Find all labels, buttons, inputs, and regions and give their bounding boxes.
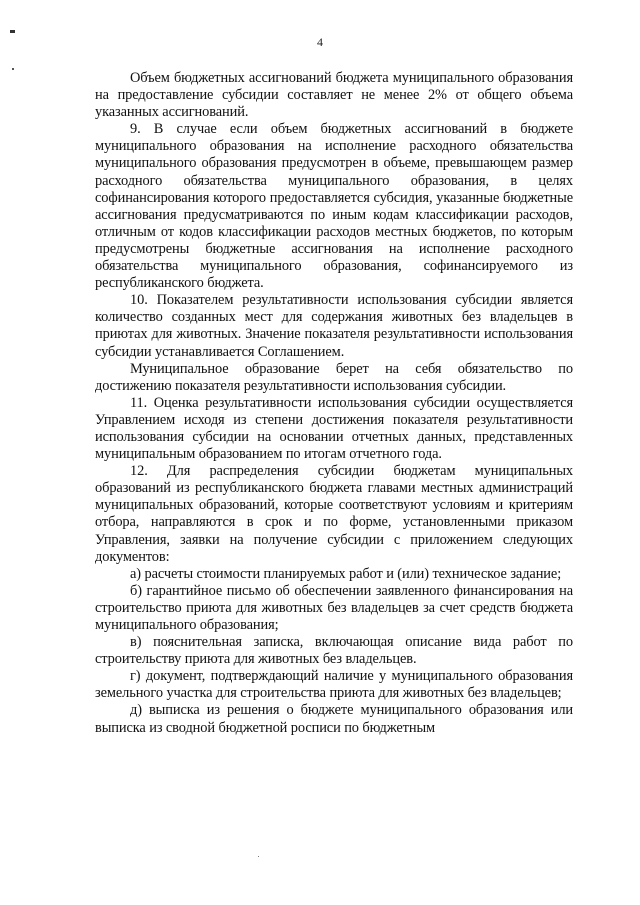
paragraph-item-12: 12. Для распределения субсидии бюджетам муниципальных образований из республиканского бюджета главами местных администраций муниципальных образований, которые соответствуют условиям и критериям отбора, направляются в срок и по форме, установленными приказом Управления, заявки на получение субсидии с приложением следующих документов: — [95, 463, 573, 565]
paragraph-item-11: 11. Оценка результативности использования субсидии осуществляется Управлением исходя из степени достижения показателя результативности использования субсидии на основании отчетных данных, представленных муниципальным образованием по итогам отчетного года. — [95, 394, 573, 463]
scan-artifact-mark — [10, 30, 15, 33]
scan-artifact-dot — [12, 68, 14, 70]
paragraph-obligation: Муниципальное образование берет на себя обязательство по достижению показателя результативности использования субсидии. — [95, 360, 573, 394]
list-item-g: г) документ, подтверждающий наличие у муниципального образования земельного участка для строительства приюта для животных без владельцев; — [95, 668, 573, 702]
list-item-a: а) расчеты стоимости планируемых работ и (или) техническое задание; — [130, 565, 562, 582]
list-item-b: б) гарантийное письмо об обеспечении заявленного финансирования на строительство приюта для животных без владельцев за счет средств бюджета муниципального образования; — [95, 582, 573, 633]
document-body — [95, 70, 573, 737]
scan-artifact-speck — [258, 856, 259, 857]
list-item-d: д) выписка из решения о бюджете муниципального образования или выписка из сводной бюджетной росписи по бюджетным — [95, 702, 573, 736]
paragraph-budget-volume: Объем бюджетных ассигнований бюджета муниципального образования на предоставление субсидии составляет не менее 2% от общего объема указанных ассигнований. — [95, 70, 573, 121]
paragraph-item-9: 9. В случае если объем бюджетных ассигнований в бюджете муниципального образования на исполнение расходного обязательства муниципального образования предусмотрен в объеме, превышающем размер расходного обязательства муниципального образования, в целях софинансирования которого предоставляется субсидия, указанные бюджетные ассигнования предусматриваются по иным кодам классификации расходов, отличным от кодов классификации расходов местных бюджетов, по которым предусмотрены бюджетные ассигнования на исполнение расходного обязательства муниципального образования, софинансируемого из республиканского бюджета. — [95, 121, 573, 292]
paragraph-item-10: 10. Показателем результативности использования субсидии является количество созданных мест для содержания животных без владельцев в приютах для животных. Значение показателя результативности использования субсидии устанавливается Соглашением. — [95, 292, 573, 360]
list-item-v: в) пояснительная записка, включающая описание вида работ по строительству приюта для животных без владельцев. — [95, 634, 573, 668]
page-number: 4 — [317, 35, 323, 49]
